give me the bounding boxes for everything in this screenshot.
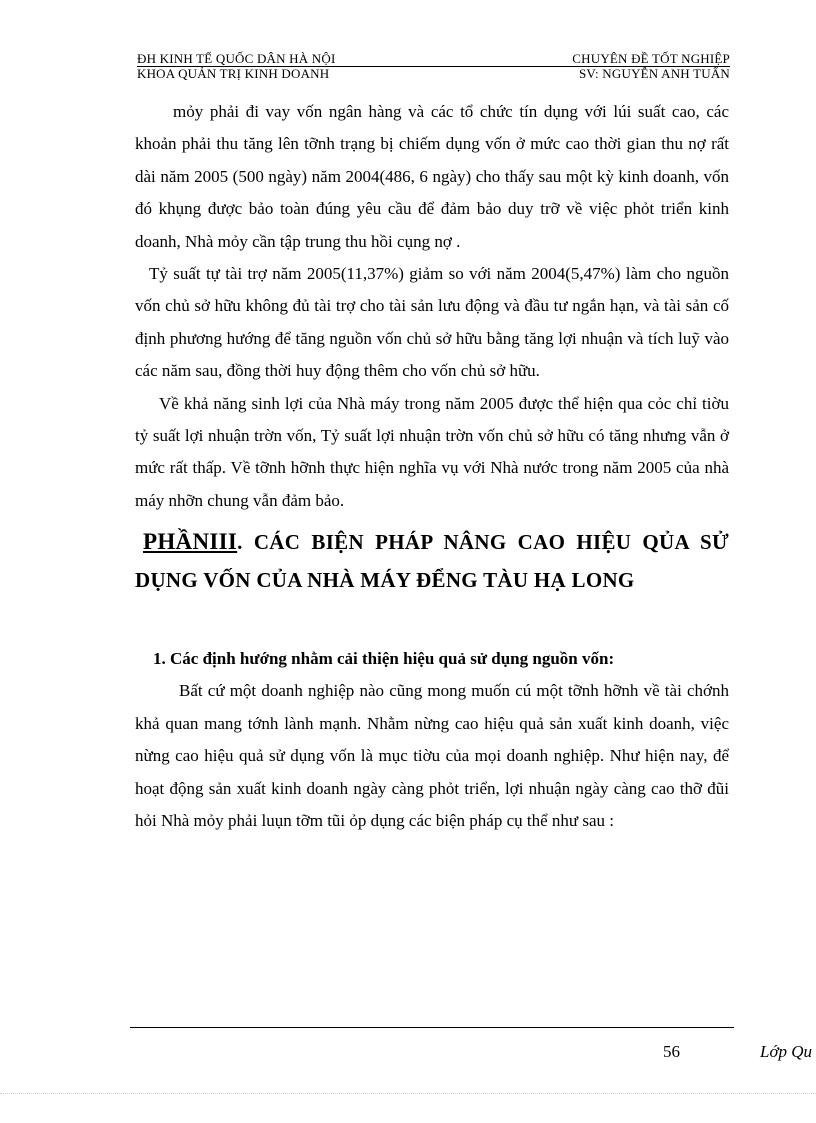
header-university: ĐH KINH TẾ QUỐC DÂN HÀ NỘI (137, 51, 336, 66)
page-header-top (137, 51, 730, 67)
page-number: 56 (663, 1042, 680, 1061)
paragraph-self-financing-ratio: Tỷ suất tự tài trợ năm 2005(11,37%) giảm so với năm 2004(5,47%) làm cho nguồn vốn chủ sở hữu không đủ tài trợ cho tài sản lưu động và đầu tư ngắn hạn, và tài sản cố định phương hướng để tăng nguồn vốn chủ sở hữu bằng tăng lợi nhuận và tích luỹ vào các năm sau, đồng thời huy động thêm cho vốn chủ sở hữu. (135, 264, 729, 381)
page-header-bottom (137, 66, 730, 82)
paragraph-profitability: Về khả năng sinh lợi của Nhà máy trong năm 2005 được thể hiện qua cỏc chỉ tiờu tỷ suất lợi nhuận trờn vốn, Tỷ suất lợi nhuận trờn vốn chủ sở hữu có tăng nhưng vẫn ở mức rất thấp. Về tỡnh hỡnh thực hiện nghĩa vụ với Nhà nước trong năm 2005 của nhà máy nhỡn chung vẫn đảm bảo. (135, 393, 729, 510)
paragraph-debt-collection: mỏy phải đi vay vốn ngân hàng và các tổ chức tín dụng với lúi suất cao, các khoản phải thu tăng lên tỡnh trạng bị chiếm dụng vốn ở mức cao thời gian thu nợ rất dài năm 2005 (500 ngày) năm 2004(486, 6 ngày) cho thấy sau một kỳ kinh doanh, vốn đó khụng được bảo toàn đúng yêu cầu để đảm bảo duy trỡ về việc phỏt triển kinh doanh, Nhà mỏy cần tập trung thu hồi cụng nợ . (135, 102, 729, 251)
footer-class-label: Lớp Qu (760, 1042, 813, 1061)
header-student: SV: NGUYỄN ANH TUẤN (578, 66, 730, 81)
part-label: PHẦNIII (143, 529, 238, 555)
paragraph-improvement-measures: Bất cứ một doanh nghiệp nào cũng mong muốn cú một tỡnh hỡnh về tài chớnh khả quan mang tớnh lành mạnh. Nhằm nừng cao hiệu quả sản xuất kinh doanh, việc nừng cao hiệu quả sử dụng vốn là mục tiờu của mọi doanh nghiệp. Như hiện nay, để hoạt động sản xuất kinh doanh ngày càng phỏt triển, lợi nhuận ngày càng cao thỡ đũi hỏi Nhà mỏy phải luụn tỡm tũi ỏp dụng các biện pháp cụ thể như sau : (135, 681, 729, 830)
bottom-dotted-border (0, 1093, 816, 1094)
footer-rule (130, 1027, 734, 1028)
header-thesis-type: CHUYÊN ĐỀ TỐT NGHIỆP (572, 51, 730, 66)
part-title-text: . CÁC BIỆN PHÁP NÂNG CAO HIỆU QỦA SỬ DỤNG VỐN CỦA NHÀ MÁY ĐỂNG TÀU HẠ LONG (135, 530, 729, 593)
page-body (135, 96, 729, 837)
header-faculty: KHOA QUẢN TRỊ KINH DOANH (137, 66, 330, 81)
section-heading: 1. Các định hướng nhằm cải thiện hiệu quả sử dụng nguồn vốn: (153, 649, 615, 669)
part-heading (135, 523, 729, 599)
